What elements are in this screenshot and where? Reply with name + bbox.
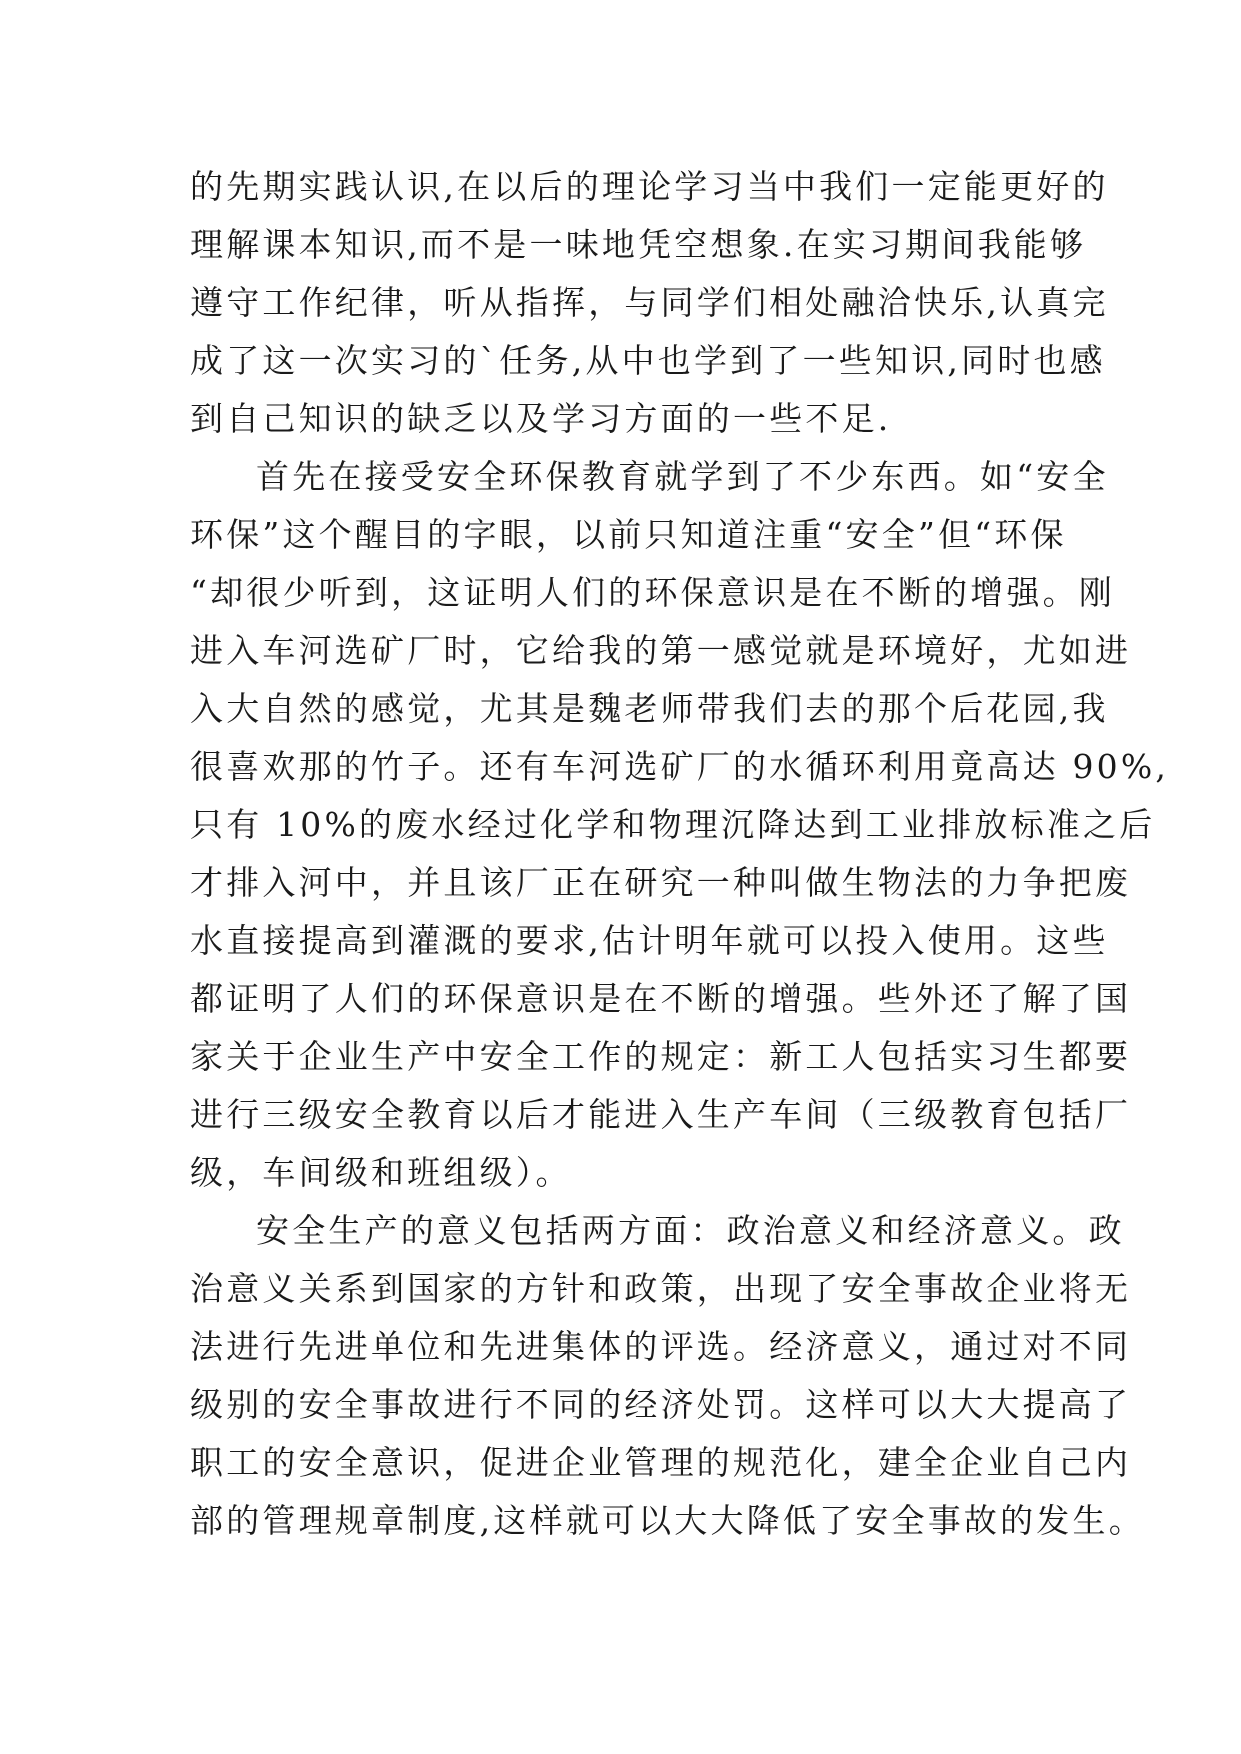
text-line: 级，车间级和班组级）。 xyxy=(190,1153,572,1192)
text-line: 法进行先进单位和先进集体的评选。经济意义，通过对不同 xyxy=(190,1327,1132,1366)
text-line: 很喜欢那的竹子。还有车河选矿厂的水循环利用竟高达 90%, xyxy=(190,747,1170,786)
text-line: 遵守工作纪律，听从指挥，与同学们相处融洽快乐,认真完 xyxy=(190,283,1109,322)
text-line: 只有 10%的废水经过化学和物理沉降达到工业排放标准之后 xyxy=(190,805,1156,844)
text-line: 都证明了人们的环保意识是在不断的增强。些外还了解了国 xyxy=(190,979,1132,1018)
text-line: 理解课本知识,而不是一味地凭空想象.在实习期间我能够 xyxy=(190,225,1087,264)
text-line: 部的管理规章制度,这样就可以大大降低了安全事故的发生。 xyxy=(190,1501,1145,1540)
text-line: 的先期实践认识,在以后的理论学习当中我们一定能更好的 xyxy=(190,167,1109,206)
text-line: 治意义关系到国家的方针和政策，出现了安全事故企业将无 xyxy=(190,1269,1132,1308)
text-line: 水直接提高到灌溉的要求,估计明年就可以投入使用。这些 xyxy=(190,921,1109,960)
text-line: 入大自然的感觉，尤其是魏老师带我们去的那个后花园,我 xyxy=(190,689,1109,728)
text-line: 职工的安全意识，促进企业管理的规范化，建全企业自己内 xyxy=(190,1443,1132,1482)
body-text xyxy=(190,158,1170,1550)
text-line: 成了这一次实习的`任务,从中也学到了一些知识,同时也感 xyxy=(190,341,1106,380)
text-line: 才排入河中，并且该厂正在研究一种叫做生物法的力争把废 xyxy=(190,863,1132,902)
text-line: 环保”这个醒目的字眼，以前只知道注重“安全”但“环保 xyxy=(190,515,1067,554)
text-line: 家关于企业生产中安全工作的规定：新工人包括实习生都要 xyxy=(190,1037,1132,1076)
text-line: 级别的安全事故进行不同的经济处罚。这样可以大大提高了 xyxy=(190,1385,1132,1424)
text-line: 到自己知识的缺乏以及学习方面的一些不足. xyxy=(190,399,892,438)
text-line: “却很少听到，这证明人们的环保意识是在不断的增强。刚 xyxy=(190,573,1116,612)
text-line: 进行三级安全教育以后才能进入生产车间（三级教育包括厂 xyxy=(190,1095,1132,1134)
paragraph-first-line: 安全生产的意义包括两方面：政治意义和经济意义。政 xyxy=(256,1211,1125,1250)
text-line: 进入车河选矿厂时，它给我的第一感觉就是环境好，尤如进 xyxy=(190,631,1132,670)
paragraph-first-line: 首先在接受安全环保教育就学到了不少东西。如“安全 xyxy=(256,457,1109,496)
